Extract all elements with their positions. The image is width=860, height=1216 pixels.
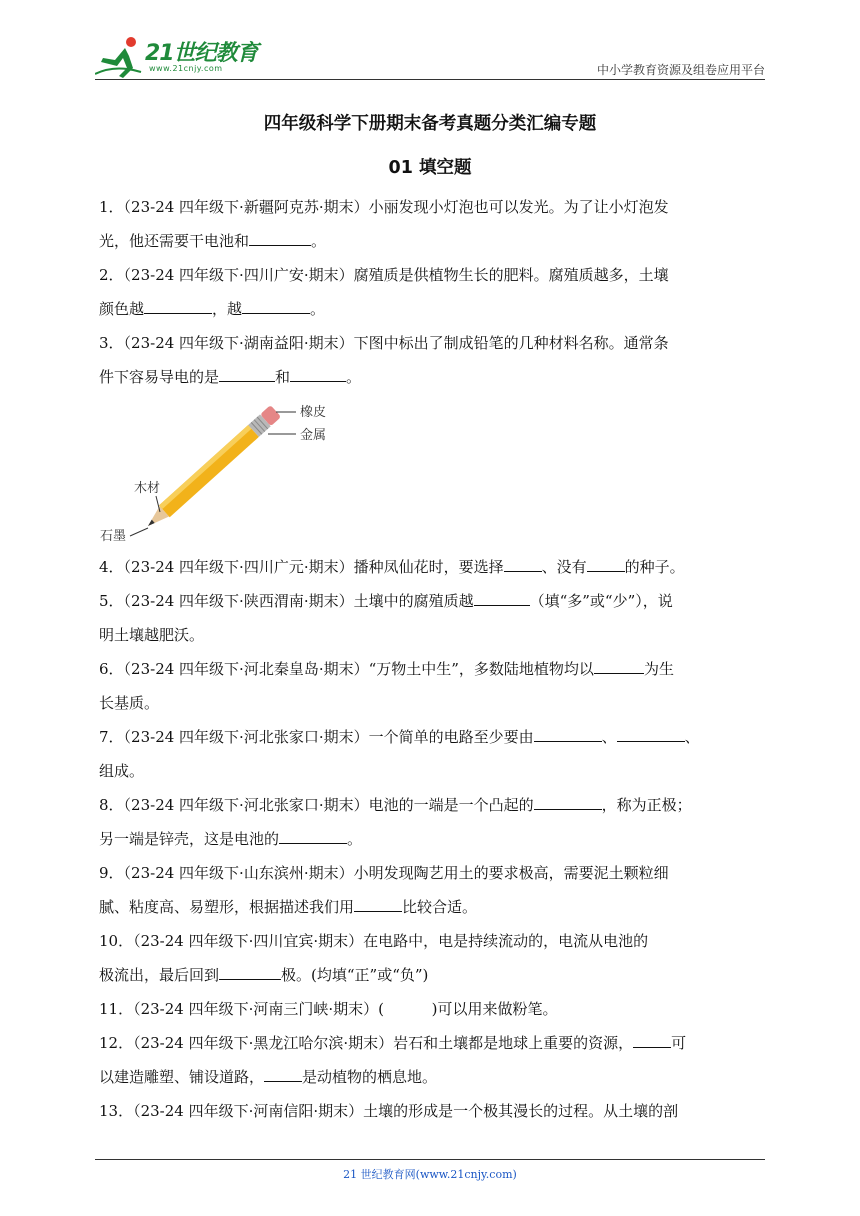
question-1-text-end: 。 [311,232,327,250]
question-3-line-1: 3．（23-24 四年级下·湖南益阳·期末）下图中标出了制成铅笔的几种材料名称。通常条 [99,334,669,352]
question-8-line-2 [99,822,765,856]
question-9-text-end: 比较合适。 [402,898,478,916]
answer-blank[interactable] [534,791,602,810]
question-7-line-1 [99,720,765,754]
question-9-line-2 [99,890,765,924]
answer-blank[interactable] [279,825,347,844]
question-13-line-1: 13．（23-24 四年级下·河南信阳·期末）土壤的形成是一个极其漫长的过程。从土壤的剖 [99,1102,679,1120]
question-9 [99,856,765,924]
question-12-text-end: 可 [671,1034,687,1052]
question-7-line-2: 组成。 [99,762,145,780]
question-3-text-mid: 和 [275,368,291,386]
question-10-text: 极流出，最后回到 [99,966,220,984]
question-6-text-end: 为生 [643,660,674,678]
question-12-line-1 [99,1026,765,1060]
question-6-line-2: 长基质。 [99,694,160,712]
footer-text[interactable]: 21 世纪教育网(www.21cnjy.com) [343,1168,517,1181]
label-eraser: 橡皮 [300,405,327,420]
answer-blank[interactable] [474,587,530,606]
question-7-separator: 、 [684,728,700,746]
question-8-line-1 [99,788,765,822]
section-title: 01 填空题 [388,158,472,178]
question-2-text: 颜色越 [99,300,145,318]
question-5 [99,584,765,652]
question-1-line-2 [99,224,765,258]
pencil-body [159,425,259,517]
question-5-line-2: 明土壤越肥沃。 [99,626,205,644]
answer-blank[interactable] [594,655,644,674]
question-4-text: 4．（23-24 四年级下·四川广元·期末）播种凤仙花时，要选择 [99,558,504,576]
answer-blank[interactable] [290,363,346,382]
question-2-text-mid: ，越 [212,300,243,318]
answer-blank[interactable] [242,295,310,314]
answer-blank[interactable] [354,893,402,912]
question-5-text: 5．（23-24 四年级下·陕西渭南·期末）土壤中的腐殖质越 [99,592,474,610]
answer-blank[interactable] [249,227,311,246]
page-header [95,34,765,80]
question-4-line-1 [99,550,765,584]
question-6-text: 6．（23-24 四年级下·河北秦皇岛·期末）“万物土中生”，多数陆地植物均以 [99,660,594,678]
question-3-line-2 [99,360,765,394]
question-10-text-end: 极。(均填“正”或“负”) [281,966,429,984]
question-4-text-end: 的种子。 [624,558,685,576]
question-5-text-end: （填“多”或“少”），说 [529,592,673,610]
question-12-text: 12．（23-24 四年级下·黑龙江哈尔滨·期末）岩石和土壤都是地球上重要的资源， [99,1034,634,1052]
question-3-text: 件下容易导电的是 [99,368,220,386]
question-3 [99,326,765,394]
question-6 [99,652,765,720]
question-8-text-2: 另一端是锌壳，这是电池的 [99,830,280,848]
question-10-line-1: 10．（23-24 四年级下·四川宜宾·期末）在电路中，电是持续流动的，电流从电池的 [99,932,649,950]
answer-blank[interactable] [264,1063,302,1082]
pencil-figure [100,400,340,546]
footer-divider [95,1159,765,1160]
question-12 [99,1026,765,1094]
question-12-text-2-end: 是动植物的栖息地。 [302,1068,438,1086]
question-8-text-end: ，称为正极； [601,796,692,814]
question-7 [99,720,765,788]
question-1-text: 光，他还需要干电池和 [99,232,250,250]
answer-blank[interactable] [219,961,281,980]
logo-text: 21世纪教育 [145,41,258,66]
question-9-text: 腻、粘度高、易塑形，根据描述我们用 [99,898,355,916]
question-12-text-2: 以建造雕塑、铺设道路， [99,1068,265,1086]
answer-blank[interactable] [633,1029,671,1048]
document-title: 四年级科学下册期末备考真题分类汇编专题 [263,114,597,134]
question-2-line-2 [99,292,765,326]
question-3-text-end: 。 [346,368,362,386]
question-1 [99,190,765,258]
question-10-line-2 [99,958,765,992]
answer-blank[interactable] [144,295,212,314]
question-8 [99,788,765,856]
label-metal: 金属 [300,428,327,443]
question-4-text-mid: 、没有 [541,558,587,576]
site-logo [95,34,265,80]
question-2-text-end: 。 [310,300,326,318]
answer-blank[interactable] [219,363,275,382]
label-graphite: 石墨 [100,529,127,544]
question-6-line-1 [99,652,765,686]
answer-blank[interactable] [534,723,602,742]
platform-name: 中小学教育资源及组卷应用平台 [596,63,765,77]
answer-blank[interactable] [504,553,542,572]
question-4 [99,550,765,584]
answer-blank[interactable] [617,723,685,742]
question-13 [99,1094,765,1128]
question-7-separator: 、 [601,728,617,746]
label-wood: 木材 [134,481,161,496]
question-12-line-2 [99,1060,765,1094]
question-5-line-1 [99,584,765,618]
question-9-line-1: 9．（23-24 四年级下·山东滨州·期末）小明发现陶艺用土的要求极高，需要泥土颗粒细 [99,864,669,882]
question-11-line-1: 11．（23-24 四年级下·河南三门峡·期末）( )可以用来做粉笔。 [99,1000,558,1018]
question-11 [99,992,765,1026]
question-2 [99,258,765,326]
question-2-line-1: 2．（23-24 四年级下·四川广安·期末）腐殖质是供植物生长的肥料。腐殖质越多，土壤 [99,266,669,284]
question-10 [99,924,765,992]
logo-url: www.21cnjy.com [149,64,223,73]
question-1-line-1: 1．（23-24 四年级下·新疆阿克苏·期末）小丽发现小灯泡也可以发光。为了让小灯泡发 [99,198,669,216]
question-8-text: 8．（23-24 四年级下·河北张家口·期末）电池的一端是一个凸起的 [99,796,534,814]
question-7-text: 7．（23-24 四年级下·河北张家口·期末）一个简单的电路至少要由 [99,728,534,746]
answer-blank[interactable] [587,553,625,572]
runner-logo-icon [95,34,147,80]
question-8-text-2-end: 。 [347,830,363,848]
header-divider [95,79,765,80]
